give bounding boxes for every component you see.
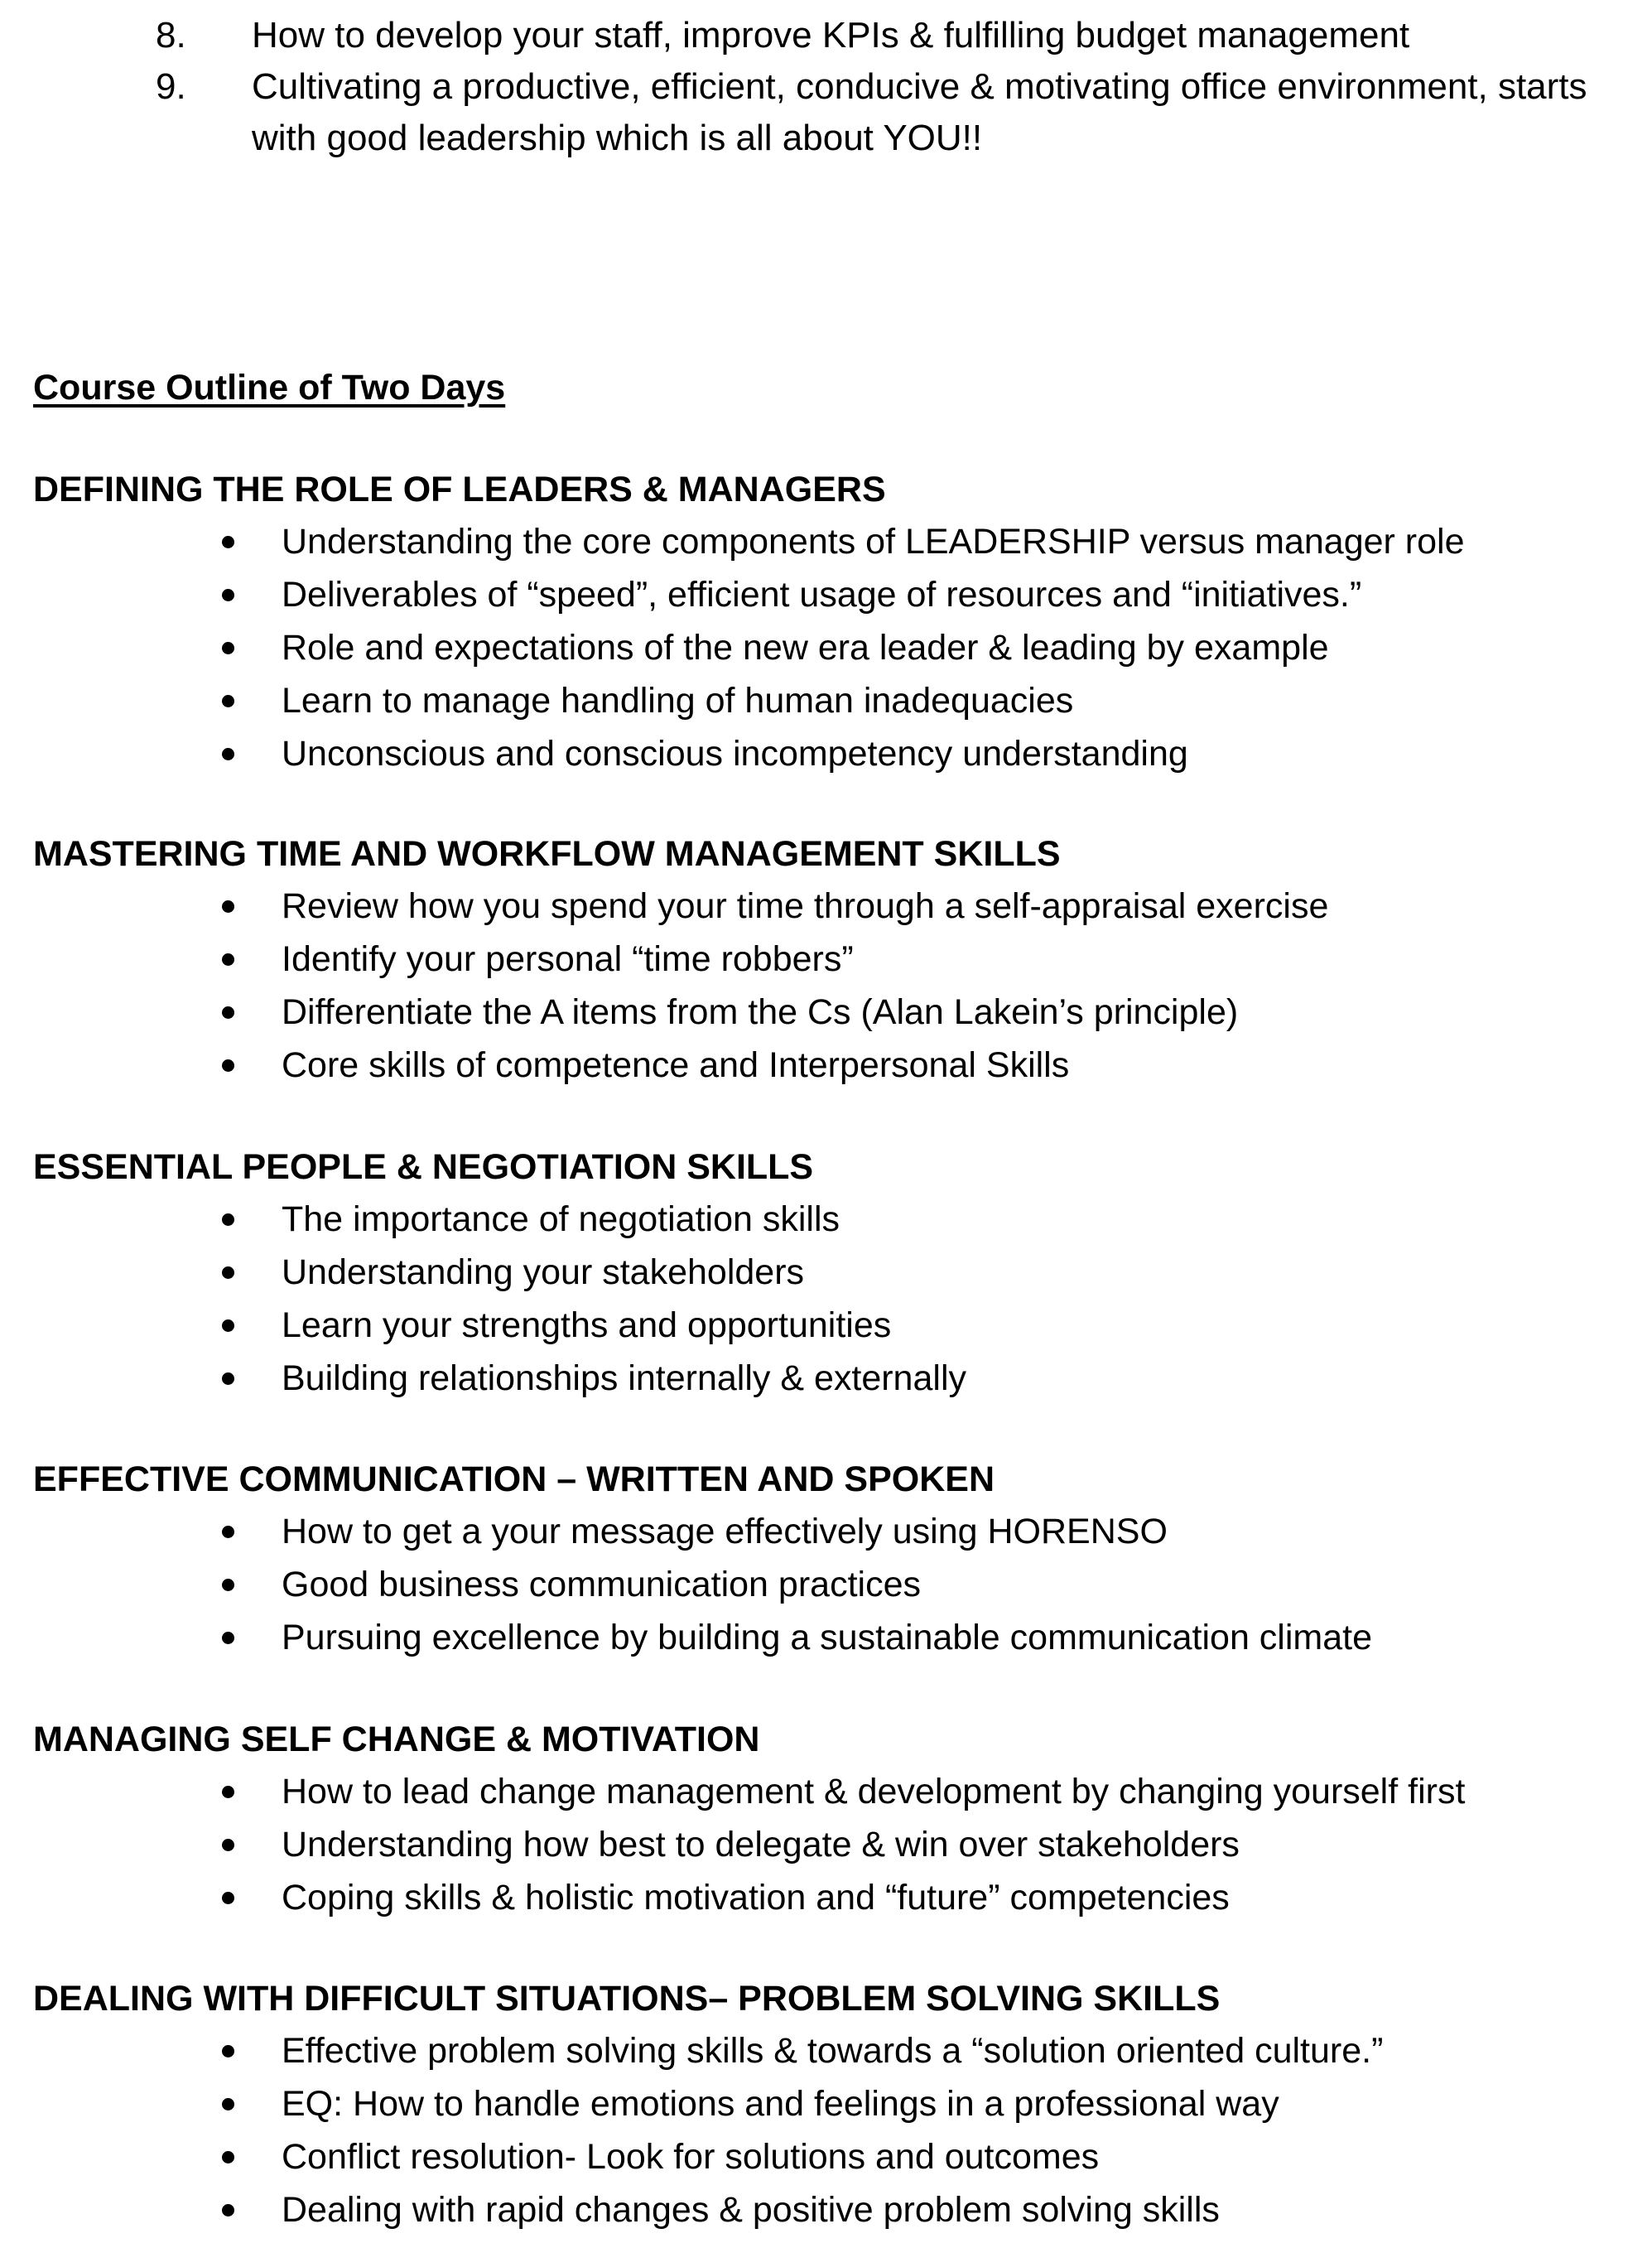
bullet-icon [222,2204,234,2216]
section-heading: DEALING WITH DIFFICULT SITUATIONS– PROBLEM SOLVING SKILLS [33,1979,1221,2019]
list-item-text: How to get a your message effectively using HORENSO [282,1512,1168,1551]
list-item [33,1818,1631,1871]
list-item [33,1611,1631,1664]
list-item-text: EQ: How to handle emotions and feelings in a professional way [282,2084,1279,2124]
bullet-icon [222,900,234,913]
item-text: Cultivating a productive, efficient, conducive & motivating office environment, starts with good leadership which is all about YOU!! [252,66,1587,158]
bullet-icon [222,2151,234,2163]
numbered-item [0,10,1652,61]
list-item-text: Unconscious and conscious incompetency understanding [282,734,1188,774]
list-item-text: Understanding how best to delegate & win over stakeholders [282,1825,1240,1864]
bullet-icon [222,1786,234,1798]
section-difficult-situations [33,1973,1631,2236]
list-item-text: Learn to manage handling of human inadequacies [282,681,1074,721]
bullet-icon [222,2098,234,2110]
list-item [33,1505,1631,1558]
bullet-icon [222,1213,234,1226]
bullet-list [33,515,1631,780]
list-item [33,727,1631,780]
list-item [33,1246,1631,1299]
list-item [33,1352,1631,1405]
bullet-icon [222,1892,234,1904]
bullet-icon [222,1579,234,1591]
section-communication [33,1454,1631,1664]
bullet-icon [222,1059,234,1072]
numbered-item [0,61,1652,164]
bullet-icon [222,1372,234,1385]
section-heading: EFFECTIVE COMMUNICATION – WRITTEN AND SPOKEN [33,1459,995,1499]
list-item [33,880,1631,933]
list-item [33,1039,1631,1092]
list-item [33,674,1631,727]
list-item [33,986,1631,1039]
list-item-text: Understanding the core components of LEADERSHIP versus manager role [282,522,1465,562]
list-item [33,2077,1631,2130]
bullet-icon [222,1526,234,1538]
section-time-workflow [33,828,1631,1092]
item-text: How to develop your staff, improve KPIs & fulfilling budget management [252,15,1410,55]
list-item-text: Effective problem solving skills & towards a “solution oriented culture.” [282,2031,1384,2071]
list-item [33,933,1631,986]
section-people-negotiation [33,1141,1631,1405]
list-item-text: Coping skills & holistic motivation and “future” competencies [282,1878,1230,1917]
list-item [33,568,1631,621]
list-item [33,1765,1631,1818]
bullet-icon [222,1839,234,1851]
list-item-text: Core skills of competence and Interpersonal Skills [282,1045,1070,1085]
list-item-text: Learn your strengths and opportunities [282,1305,892,1345]
intro-numbered-list [0,10,1652,164]
list-item-text: Dealing with rapid changes & positive problem solving skills [282,2190,1220,2230]
list-item [33,1871,1631,1924]
bullet-list [33,1505,1631,1664]
bullet-icon [222,1266,234,1279]
section-leaders-managers [33,464,1631,780]
section-heading: DEFINING THE ROLE OF LEADERS & MANAGERS [33,470,886,509]
list-item [33,2183,1631,2236]
bullet-icon [222,695,234,707]
bullet-list [33,1193,1631,1405]
list-item-text: How to lead change management & development by changing yourself first [282,1772,1466,1811]
bullet-icon [222,1319,234,1332]
list-item [33,1299,1631,1352]
item-number: 8. [156,15,186,55]
list-item [33,621,1631,674]
list-item-text: Conflict resolution- Look for solutions and outcomes [282,2137,1100,2177]
list-item-text: Identify your personal “time robbers” [282,939,854,979]
list-item-text: Good business communication practices [282,1565,921,1604]
list-item [33,1193,1631,1246]
list-item-text: Understanding your stakeholders [282,1252,805,1292]
list-item-text: Differentiate the A items from the Cs (Alan Lakein’s principle) [282,992,1239,1032]
bullet-list [33,1765,1631,1924]
bullet-icon [222,536,234,548]
list-item-text: Review how you spend your time through a self-appraisal exercise [282,886,1329,926]
bullet-icon [222,642,234,654]
bullet-icon [222,589,234,601]
list-item [33,2024,1631,2077]
list-item-text: The importance of negotiation skills [282,1199,840,1239]
section-heading: MANAGING SELF CHANGE & MOTIVATION [33,1720,760,1759]
list-item-text: Role and expectations of the new era leader & leading by example [282,628,1329,668]
section-heading: ESSENTIAL PEOPLE & NEGOTIATION SKILLS [33,1147,814,1187]
list-item [33,2130,1631,2183]
item-number: 9. [156,66,186,107]
section-self-change-motivation [33,1714,1631,1924]
list-item-text: Pursuing excellence by building a sustainable communication climate [282,1618,1373,1657]
bullet-list [33,2024,1631,2236]
list-item [33,515,1631,568]
bullet-icon [222,953,234,966]
course-outline-title: Course Outline of Two Days [33,368,506,408]
bullet-icon [222,748,234,760]
bullet-list [33,880,1631,1092]
list-item [33,1558,1631,1611]
bullet-icon [222,1006,234,1019]
list-item-text: Building relationships internally & externally [282,1358,966,1398]
list-item-text: Deliverables of “speed”, efficient usage of resources and “initiatives.” [282,575,1362,615]
bullet-icon [222,2045,234,2057]
section-heading: MASTERING TIME AND WORKFLOW MANAGEMENT SKILLS [33,834,1061,874]
bullet-icon [222,1632,234,1644]
